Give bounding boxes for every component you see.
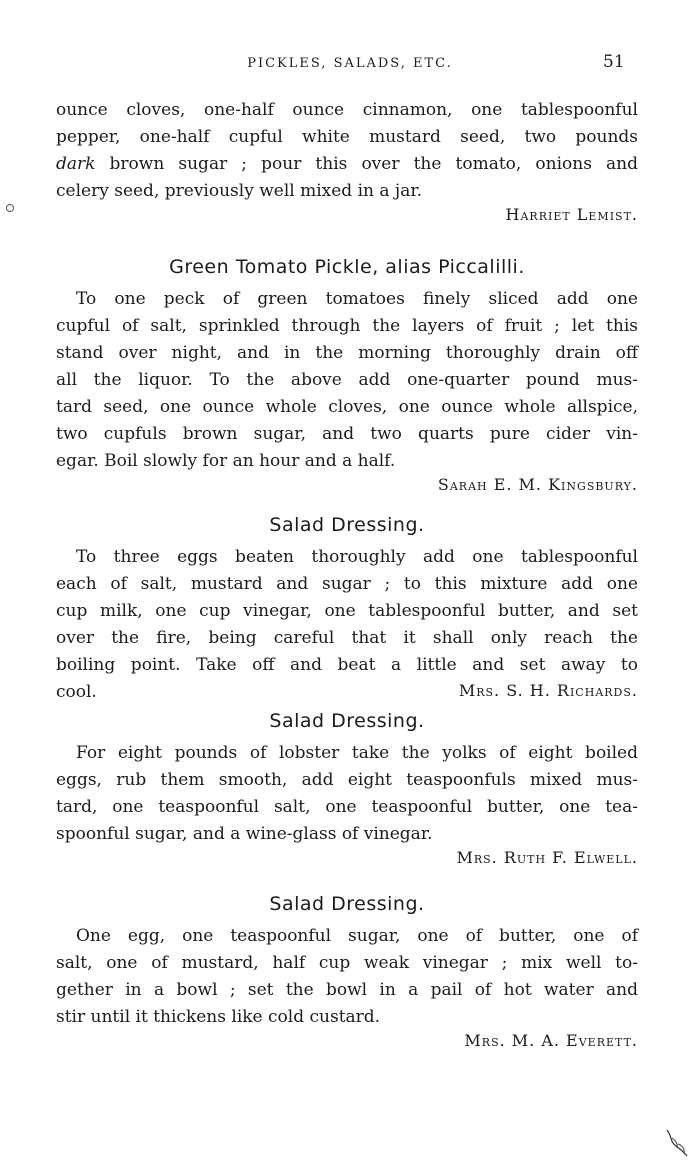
text-line: each of salt, mustard and sugar ; to this mixture add one <box>56 574 638 594</box>
recipe-signature: Mrs. M. A. Everett. <box>464 1031 638 1050</box>
text-line: tard, one teaspoonful salt, one teaspoonful butter, one tea- <box>56 797 638 817</box>
running-head: PICKLES, SALADS, ETC. <box>247 56 453 71</box>
recipe-green-tomato-pickle <box>56 256 638 494</box>
text-line: tard seed, one ounce whole cloves, one ounce whole allspice, <box>56 397 638 417</box>
text-line <box>56 151 638 178</box>
page-number: 51 <box>603 52 625 72</box>
recipe-body <box>56 740 638 848</box>
text-line: salt, one of mustard, half cup weak vinegar ; mix well to- <box>56 953 638 973</box>
text-line: stand over night, and in the morning thoroughly drain off <box>56 343 638 363</box>
text-line <box>56 679 638 706</box>
text-line: two cupfuls brown sugar, and two quarts pure cider vin- <box>56 424 638 444</box>
recipe-signature: Mrs. S. H. Richards. <box>458 681 638 700</box>
text-line: celery seed, previously well mixed in a jar. <box>56 181 422 201</box>
text-fragment: brown sugar ; pour this over the tomato, onions and <box>95 154 638 174</box>
recipe-body <box>56 544 638 706</box>
text-line: One egg, one teaspoonful sugar, one of butter, one of <box>76 926 638 946</box>
text-fragment: cool. <box>56 682 97 702</box>
decorative-flourish <box>664 1128 690 1158</box>
text-line: cup milk, one cup vinegar, one tablespoonful butter, and set <box>56 601 638 621</box>
text-line: all the liquor. To the above add one-quarter pound mus- <box>56 370 638 390</box>
recipe-signature: Sarah E. M. Kingsbury. <box>437 475 638 494</box>
recipe-signature: Mrs. Ruth F. Elwell. <box>456 848 638 867</box>
italic-word: dark <box>56 154 96 174</box>
recipe-title: Salad Dressing. <box>269 710 425 732</box>
recipe-body <box>56 97 638 205</box>
recipe-salad-dressing-1 <box>56 514 638 706</box>
text-line: over the fire, being careful that it shall only reach the <box>56 628 638 648</box>
recipe-body <box>56 286 638 475</box>
text-line: To one peck of green tomatoes finely sliced add one <box>76 289 638 309</box>
text-line: pepper, one-half cupful white mustard seed, two pounds <box>56 127 638 147</box>
recipe-title: Salad Dressing. <box>269 514 425 536</box>
text-line: ounce cloves, one-half ounce cinnamon, one tablespoonful <box>56 100 638 120</box>
margin-mark <box>6 204 14 212</box>
recipe-salad-dressing-3 <box>56 893 638 1050</box>
text-line: boiling point. Take off and beat a little and set away to <box>56 655 638 675</box>
recipe-title: Salad Dressing. <box>269 893 425 915</box>
recipe-salad-dressing-2 <box>56 710 638 867</box>
text-line: To three eggs beaten thoroughly add one tablespoonful <box>76 547 638 567</box>
recipe-body <box>56 923 638 1031</box>
recipe-title: Green Tomato Pickle, alias Piccalilli. <box>169 256 525 278</box>
text-line: spoonful sugar, and a wine-glass of vinegar. <box>56 824 433 844</box>
text-line: cupful of salt, sprinkled through the layers of fruit ; let this <box>56 316 638 336</box>
text-line: For eight pounds of lobster take the yolks of eight boiled <box>76 743 638 763</box>
text-line: egar. Boil slowly for an hour and a half. <box>56 451 396 471</box>
text-line: gether in a bowl ; set the bowl in a pail of hot water and <box>56 980 638 1000</box>
text-line: eggs, rub them smooth, add eight teaspoonfuls mixed mus- <box>56 770 638 790</box>
text-line: stir until it thickens like cold custard. <box>56 1007 381 1027</box>
recipe-signature: Harriet Lemist. <box>505 205 638 224</box>
recipe-continuation <box>56 97 638 224</box>
